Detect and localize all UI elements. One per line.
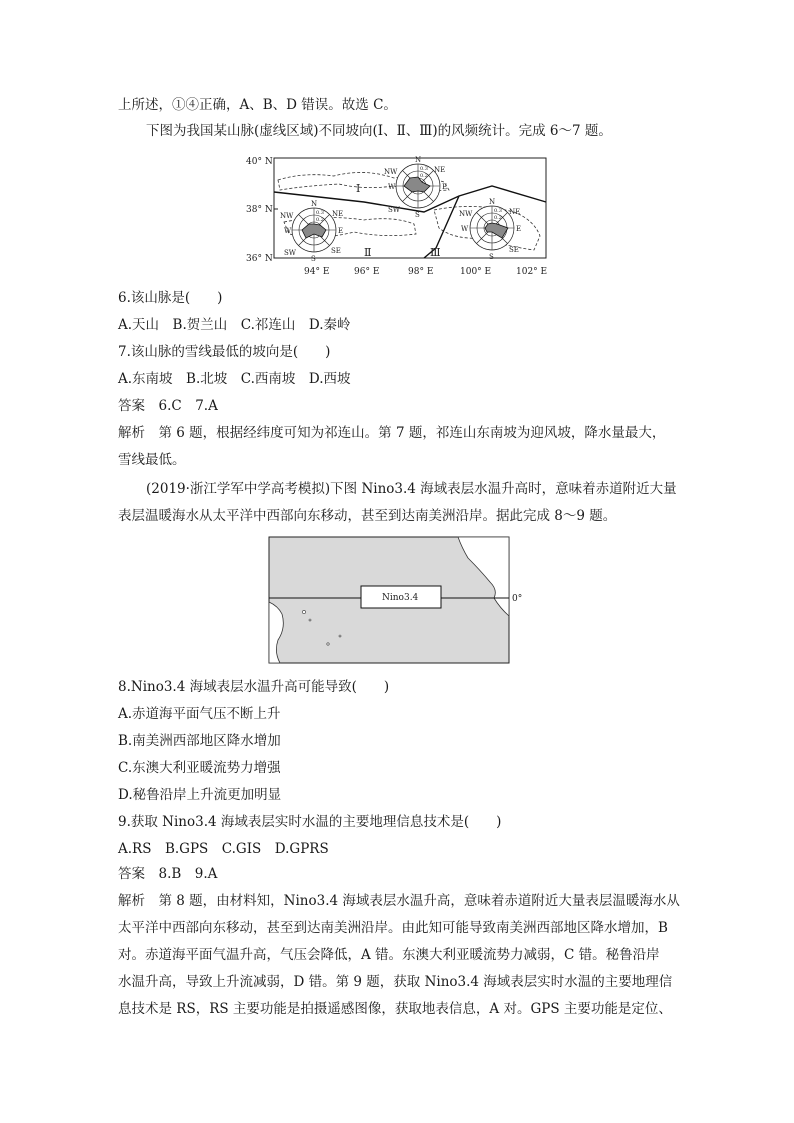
svg-text:0.3: 0.3 xyxy=(494,208,502,214)
svg-text:S: S xyxy=(415,211,420,219)
analysis-8-9-line-2: 太平洋中西部向东移动，甚至到达南美洲沿岸。由此知可能导致南美洲西部地区降水增加，B xyxy=(118,920,668,936)
region-label-II: Ⅱ xyxy=(364,246,372,259)
question-8-option-b: B.南美洲西部地区降水增加 xyxy=(118,733,281,749)
text-line-1: 上所述，①④正确，A、B、D 错误。故选 C。 xyxy=(118,97,397,113)
question-intro-6-7: 下图为我国某山脉(虚线区域)不同坡向(Ⅰ、Ⅱ、Ⅲ)的风频统计。完成 6～7 题。 xyxy=(146,123,612,139)
svg-text:SE: SE xyxy=(509,246,519,254)
question-7-options: A.东南坡 B.北坡 C.西南坡 D.西坡 xyxy=(118,371,351,387)
analysis-8-9-line-3: 对。赤道海平面气温升高，气压会降低，A 错。东澳大利亚暖流势力减弱，C 错。秘鲁沿岸 xyxy=(118,947,660,963)
svg-text:N: N xyxy=(311,200,318,208)
lon-label-96: 96° E xyxy=(354,267,380,277)
analysis-6-7-line-2: 雪线最低。 xyxy=(118,452,186,468)
svg-text:SW: SW xyxy=(388,206,400,214)
question-8: 8.Nino3.4 海域表层水温升高可能导致( ) xyxy=(118,679,390,695)
question-intro-8-9-line-1: (2019·浙江学军中学高考模拟)下图 Nino3.4 海域表层水温升高时，意味着赤道附近大量 xyxy=(146,481,677,497)
svg-text:0.3: 0.3 xyxy=(316,210,324,216)
svg-text:0.3: 0.3 xyxy=(420,166,428,172)
svg-text:0.2: 0.2 xyxy=(420,173,428,179)
svg-text:N: N xyxy=(489,198,496,206)
svg-text:NW: NW xyxy=(384,168,398,176)
question-8-option-a: A.赤道海平面气压不断上升 xyxy=(118,706,281,722)
svg-text:W: W xyxy=(388,183,396,191)
nino34-map xyxy=(268,536,530,664)
nino34-label: Nino3.4 xyxy=(382,593,419,603)
svg-text:NE: NE xyxy=(434,166,446,174)
region-label-III: Ⅲ xyxy=(430,246,441,259)
equator-label: 0° xyxy=(512,594,523,604)
lon-label-102: 102° E xyxy=(516,267,548,277)
lon-label-94: 94° E xyxy=(304,267,330,277)
question-9: 9.获取 Nino3.4 海域表层实时水温的主要地理信息技术是( ) xyxy=(118,814,502,830)
question-6-options: A.天山 B.贺兰山 C.祁连山 D.秦岭 xyxy=(118,317,351,333)
question-8-option-d: D.秘鲁沿岸上升流更加明显 xyxy=(118,787,282,803)
analysis-8-9-line-4: 水温升高，导致上升流减弱，D 错。第 9 题，获取 Nino3.4 海域表层实时水温的主要地理信 xyxy=(118,974,673,990)
svg-text:SW: SW xyxy=(284,249,296,257)
svg-text:NW: NW xyxy=(280,212,294,220)
svg-text:E: E xyxy=(338,227,344,235)
answer-8-9: 答案 8.B 9.A xyxy=(118,866,218,882)
answer-6-7: 答案 6.C 7.A xyxy=(118,398,218,414)
svg-text:SE: SE xyxy=(331,247,341,255)
lat-label-36: 36° N xyxy=(246,254,273,264)
lat-label-38: 38° N xyxy=(246,205,273,215)
svg-text:NW: NW xyxy=(459,210,473,218)
lat-label-40: 40° N xyxy=(246,157,273,167)
lon-label-98: 98° E xyxy=(408,267,434,277)
svg-text:W: W xyxy=(284,227,292,235)
svg-text:E: E xyxy=(442,183,448,191)
analysis-8-9-line-1: 解析 第 8 题，由材料知，Nino3.4 海域表层水温升高，意味着赤道附近大量表层温暖海水从 xyxy=(118,893,680,909)
svg-text:0.2: 0.2 xyxy=(494,215,502,221)
svg-text:NE: NE xyxy=(509,208,521,216)
svg-text:NE: NE xyxy=(332,210,344,218)
question-intro-8-9-line-2: 表层温暖海水从太平洋中西部向东移动，甚至到达南美洲沿岸。据此完成 8～9 题。 xyxy=(118,508,617,524)
question-8-option-c: C.东澳大利亚暖流势力增强 xyxy=(118,760,281,776)
svg-text:E: E xyxy=(516,225,522,233)
question-9-options: A.RS B.GPS C.GIS D.GPRS xyxy=(118,841,329,857)
lon-label-100: 100° E xyxy=(460,267,492,277)
svg-text:S: S xyxy=(489,253,494,261)
wind-rose-map xyxy=(244,150,556,282)
svg-text:N: N xyxy=(415,156,422,164)
analysis-8-9-line-5: 息技术是 RS，RS 主要功能是拍摄遥感图像，获取地表信息，A 对。GPS 主要功能是定位、 xyxy=(118,1001,672,1017)
svg-text:W: W xyxy=(461,225,469,233)
svg-text:S: S xyxy=(311,255,316,263)
question-6: 6.该山脉是( ) xyxy=(118,290,223,306)
svg-text:0.2: 0.2 xyxy=(316,217,324,223)
analysis-6-7-line-1: 解析 第 6 题，根据经纬度可知为祁连山。第 7 题，祁连山东南坡为迎风坡，降水量最大， xyxy=(118,425,666,441)
region-label-I: Ⅰ xyxy=(356,182,361,195)
question-7: 7.该山脉的雪线最低的坡向是( ) xyxy=(118,344,331,360)
